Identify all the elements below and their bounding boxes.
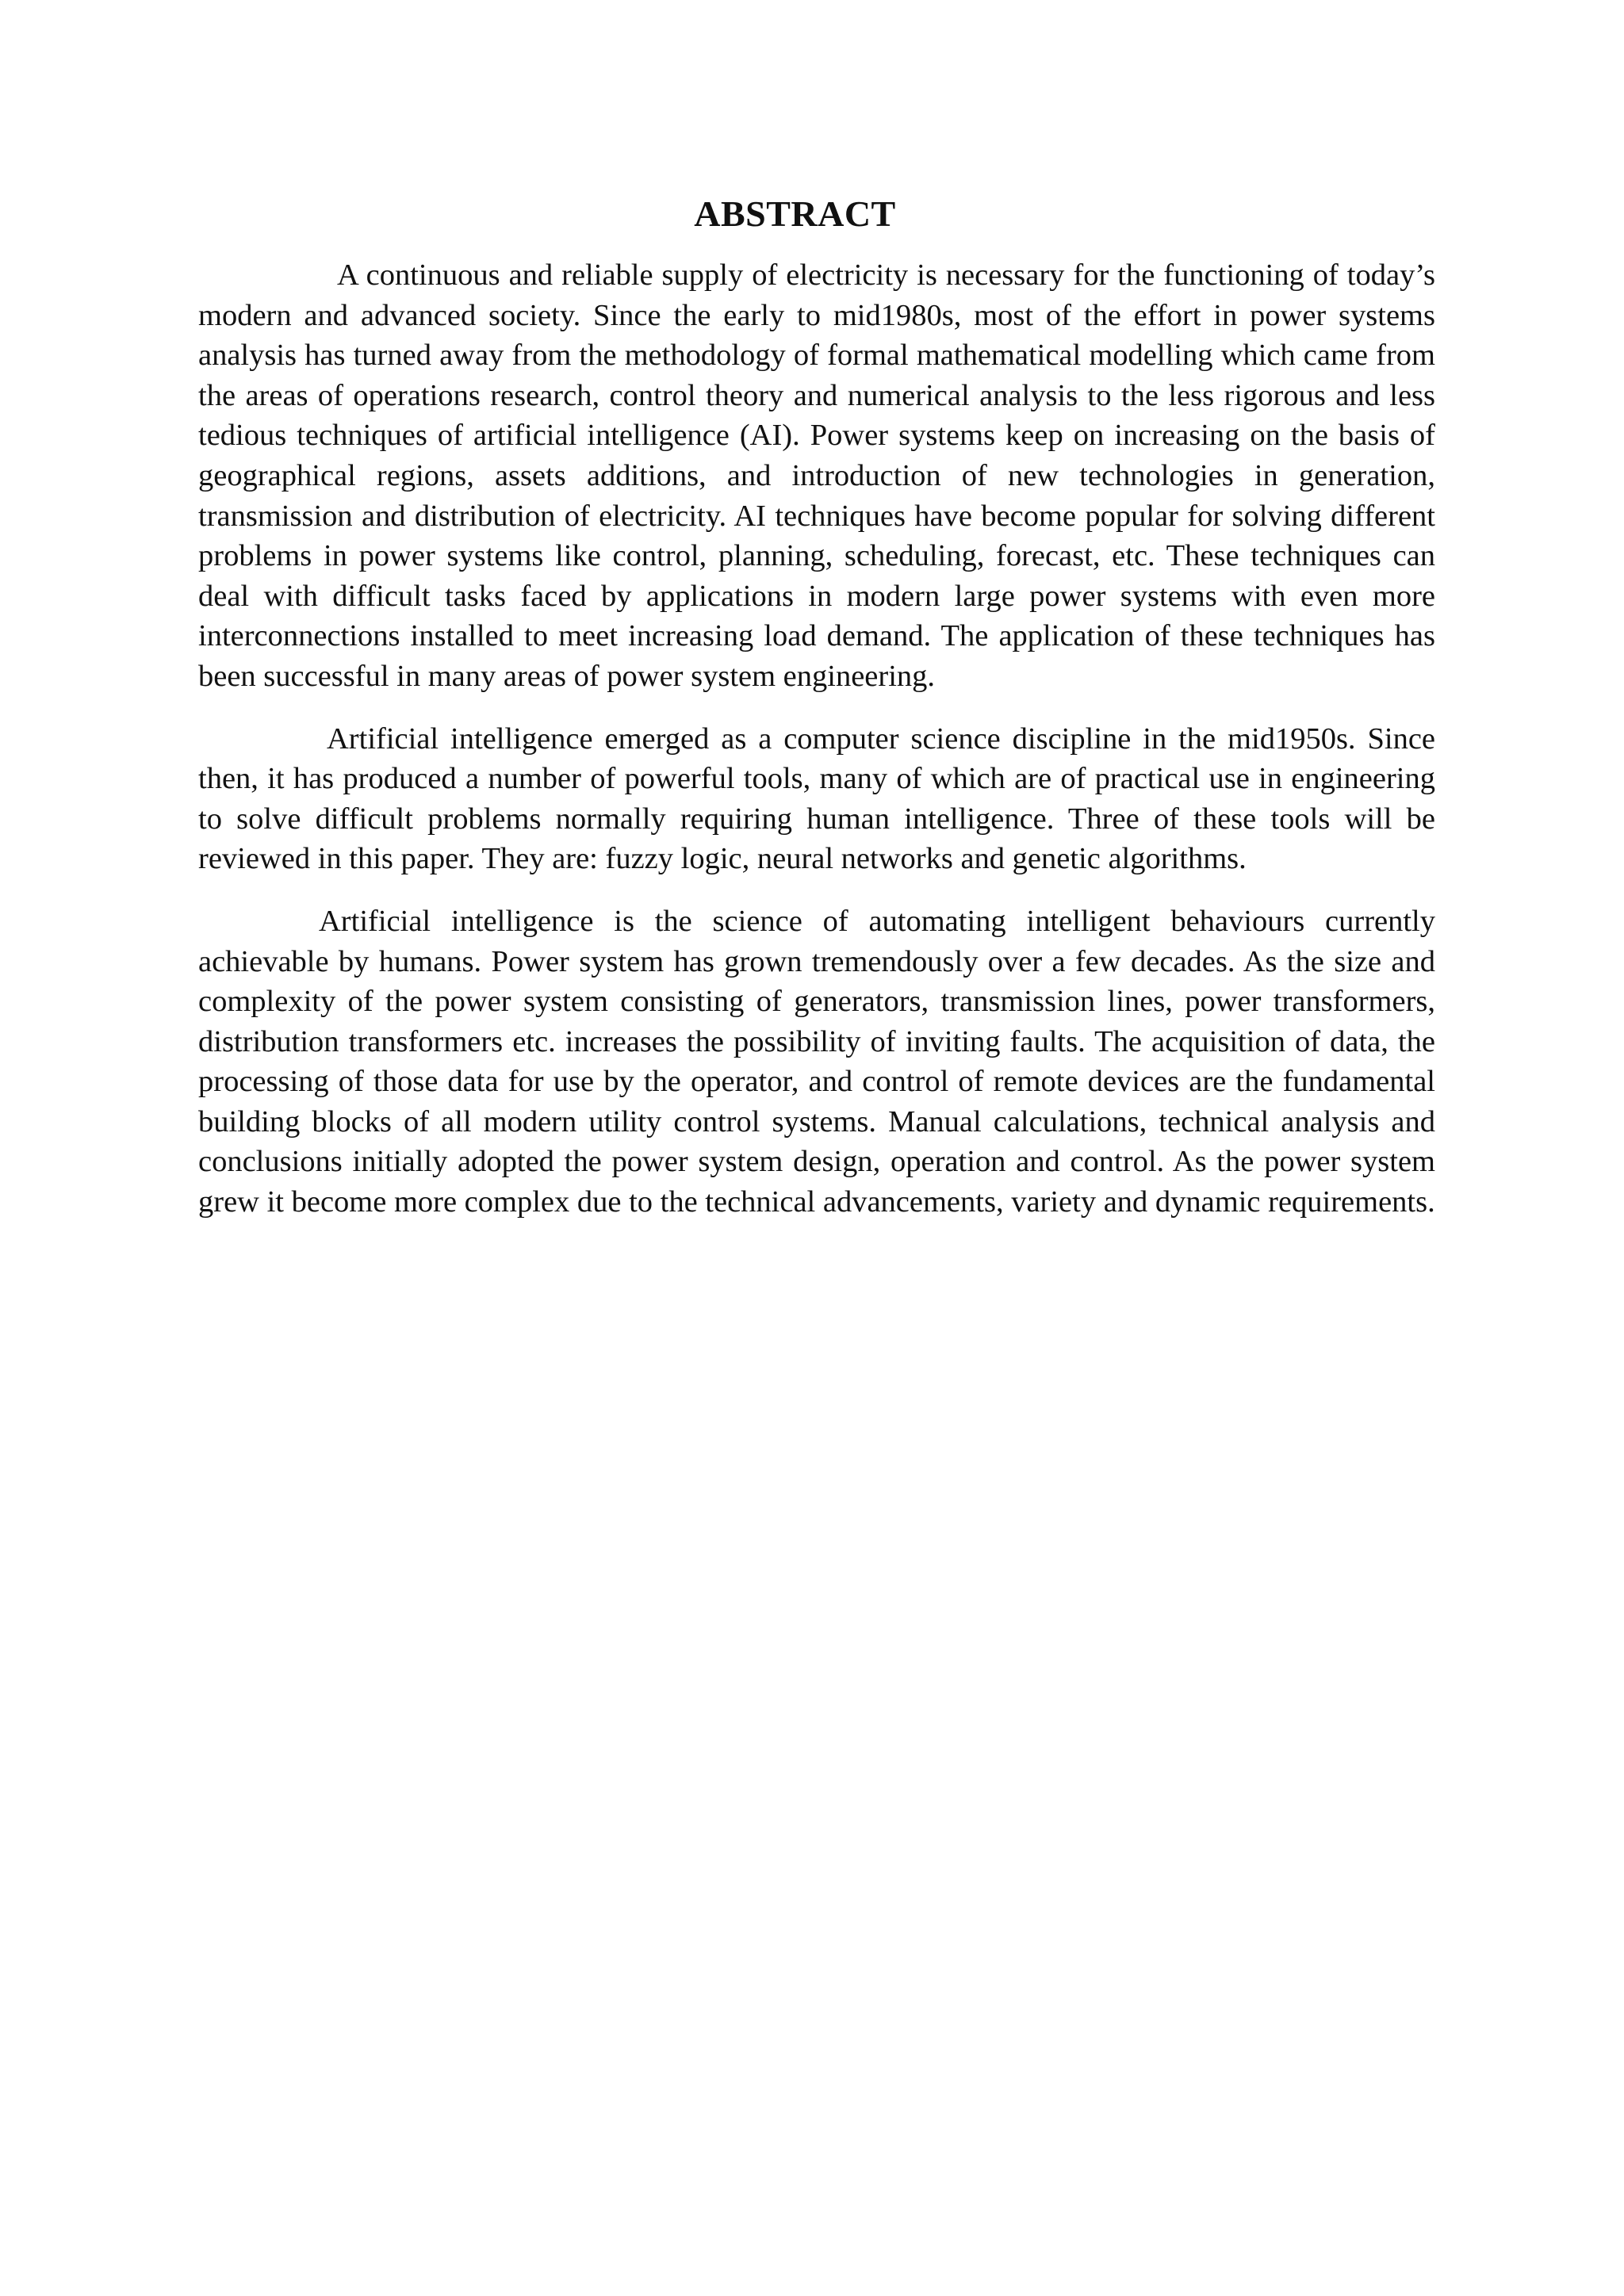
page-title: ABSTRACT [694, 193, 896, 234]
abstract-paragraph-1: A continuous and reliable supply of electricity is necessary for the functioning of today’s modern and advanced society. Since the early to mid1980s, most of the effort in power systems analysis has turned away from the methodology of formal mathematical modelling which came from the areas of operations research, control theory and numerical analysis to the less rigorous and less tedious techniques of artificial intelligence (AI). Power systems keep on increasing on the basis of geographical regions, assets additions, and introduction of new technologies in generation, transmission and distribution of electricity. AI techniques have become popular for solving different problems in power systems like control, planning, scheduling, forecast, etc. These techniques can deal with difficult tasks faced by applications in modern large power systems with even more interconnections installed to meet increasing load demand. The application of these techniques has been successful in many areas of power system engineering. [198, 258, 1435, 693]
abstract-section [198, 190, 1435, 1245]
abstract-paragraph-2: Artificial intelligence emerged as a computer science discipline in the mid1950s. Since then, it has produced a number of powerful tools, many of which are of practical use in engineering to solve difficult problems normally requiring human intelligence. Three of these tools will be reviewed in this paper. They are: fuzzy logic, neural networks and genetic algorithms. [198, 721, 1435, 876]
abstract-paragraph-3: Artificial intelligence is the science of automating intelligent behaviours currently achievable by humans. Power system has grown tremendously over a few decades. As the size and complexity of the power system consisting of generators, transmission lines, power transformers, distribution transformers etc. increases the possibility of inviting faults. The acquisition of data, the processing of those data for use by the operator, and control of remote devices are the fundamental building blocks of all modern utility control systems. Manual calculations, technical analysis and conclusions initially adopted the power system design, operation and control. As the power system grew it become more complex due to the technical advancements, variety and dynamic requirements. [198, 904, 1435, 1219]
